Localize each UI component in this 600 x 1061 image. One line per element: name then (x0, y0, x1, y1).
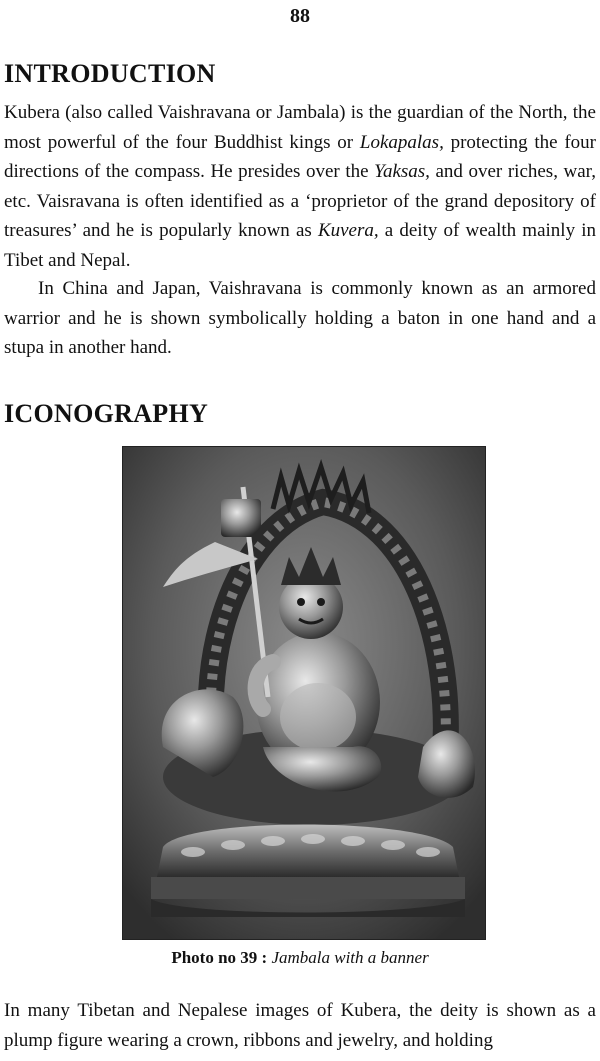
jambala-photo (122, 446, 486, 940)
statue-illustration (123, 447, 486, 940)
caption-label: Photo no 39 : (171, 948, 268, 967)
italic-term-kuvera: Kuvera, (317, 220, 379, 241)
text-run: Kubera (also called Vaishravana or Jambala) is the guardian of the North, the most powerful of the four Buddhist kings or (4, 102, 596, 153)
introduction-paragraph-2: In China and Japan, Vaishravana is commonly known as an armored warrior and he is shown symbolically holding a baton in one hand and a stupa in another hand. (4, 278, 596, 358)
text-run: and over riches, war, etc. Vaisravana is often identified as a ‘proprietor of the grand depository of treasures’ and he is popularly known as (4, 161, 596, 241)
photo-caption (0, 946, 600, 970)
introduction-paragraph-1 (4, 98, 596, 275)
iconography-heading: ICONOGRAPHY (4, 399, 209, 428)
text-run: a deity of wealth mainly in Tibet and Nepal. (4, 220, 596, 271)
italic-term-yaksas: Yaksas, (374, 161, 430, 182)
introduction-heading: INTRODUCTION (4, 59, 216, 88)
caption-text: Jambala with a banner (271, 948, 429, 967)
italic-term-lokapalas: Lokapalas, (359, 131, 444, 153)
page-number: 88 (290, 5, 310, 27)
iconography-paragraph-1: In many Tibetan and Nepalese images of Kubera, the deity is shown as a plump figure wearing a crown, ribbons and jewelry, and holding (4, 1000, 596, 1051)
text-run: protecting the four directions of the compass. He presides over the (4, 131, 597, 182)
